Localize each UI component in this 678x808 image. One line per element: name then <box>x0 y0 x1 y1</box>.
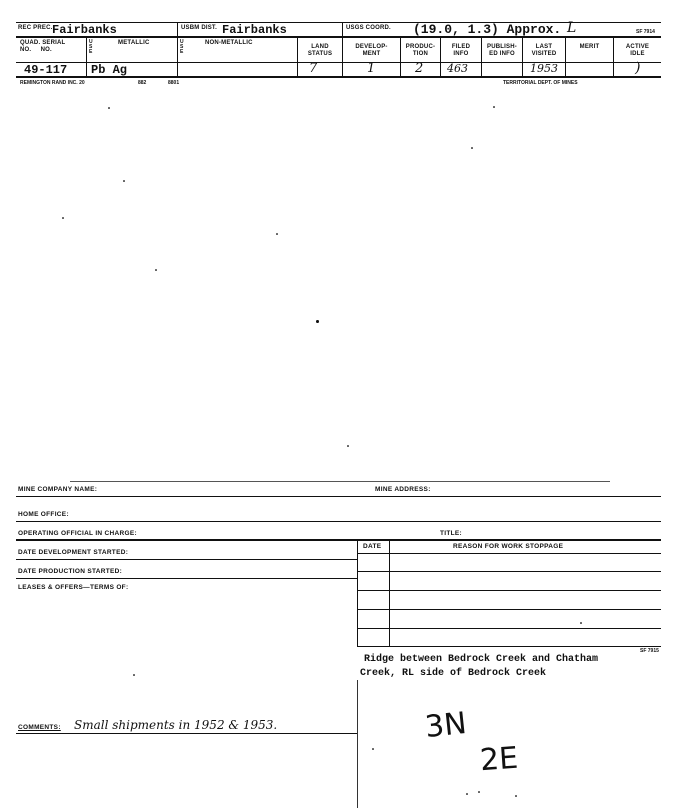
active-idle-value: ) <box>635 60 641 76</box>
filed-info-value: 463 <box>447 62 468 75</box>
usgs-coord-label: USGS COORD. <box>346 25 391 31</box>
date-column-label: DATE <box>363 543 382 550</box>
location-line-2: Creek, RL side of Bedrock Creek <box>360 668 547 679</box>
last-visited-value: 1953 <box>530 62 558 75</box>
mine-address-label: MINE ADDRESS: <box>375 486 431 493</box>
rec-prec-label: REC PREC. <box>18 25 53 31</box>
mine-company-label: MINE COMPANY NAME: <box>18 486 98 493</box>
date-production-label: DATE PRODUCTION STARTED: <box>18 568 123 575</box>
quad-serial-header: QUAD. SERIAL NO. NO. <box>20 40 66 53</box>
use-letters-2: U S E <box>180 39 184 55</box>
active-idle-header: ACTIVE IDLE <box>625 44 650 57</box>
imprint-code-2: 8801 <box>168 80 180 86</box>
production-value: 2 <box>415 61 424 76</box>
handwritten-range: 2E <box>478 740 520 779</box>
rec-prec-value: Fairbanks <box>52 23 117 37</box>
usbm-dist-value: Fairbanks <box>222 23 287 37</box>
title-label: TITLE: <box>440 530 463 537</box>
metallic-header: METALLIC <box>118 40 150 46</box>
back-form-number: SF 7915 <box>640 648 659 654</box>
location-line-1: Ridge between Bedrock Creek and Chatham <box>364 654 599 665</box>
usbm-dist-label: USBM DIST. <box>181 25 218 31</box>
comments-value: Small shipments in 1952 & 1953. <box>74 718 278 732</box>
filed-info-header: FILED INFO <box>451 44 471 57</box>
use-letters: U S E <box>89 39 93 55</box>
usgs-mark: L <box>567 20 577 36</box>
development-header: DEVELOP- MENT <box>355 44 388 57</box>
handwritten-township: 3N <box>423 705 469 746</box>
imprint-code-1: 882 <box>138 80 147 86</box>
operating-official-label: OPERATING OFFICIAL IN CHARGE: <box>18 530 137 537</box>
production-header: PRODUC- TION <box>405 44 436 57</box>
development-value: 1 <box>367 61 376 76</box>
usgs-coord-value: (19.0, 1.3) Approx. <box>413 22 562 37</box>
last-visited-header: LAST VISITED <box>531 44 557 57</box>
non-metallic-header: NON-METALLIC <box>205 40 253 46</box>
land-status-value: 7 <box>309 61 318 76</box>
land-status-header: LAND STATUS <box>307 44 333 57</box>
printer-imprint: REMINGTON RAND INC. 20 <box>20 80 85 86</box>
leases-offers-label: LEASES & OFFERS—TERMS OF: <box>18 584 129 591</box>
merit-header: MERIT <box>579 44 600 50</box>
reason-stoppage-label: REASON FOR WORK STOPPAGE <box>453 543 564 550</box>
territorial-dept-imprint: TERRITORIAL DEPT. OF MINES <box>503 80 578 86</box>
comments-label: COMMENTS: <box>18 724 61 731</box>
date-development-label: DATE DEVELOPMENT STARTED: <box>18 549 129 556</box>
top-form-number: SF 7914 <box>636 29 655 35</box>
home-office-label: HOME OFFICE: <box>18 511 69 518</box>
quad-serial-value: 49-117 <box>24 63 68 77</box>
published-info-header: PUBLISH- ED INFO <box>487 44 517 57</box>
metallic-value: Pb Ag <box>91 63 128 77</box>
